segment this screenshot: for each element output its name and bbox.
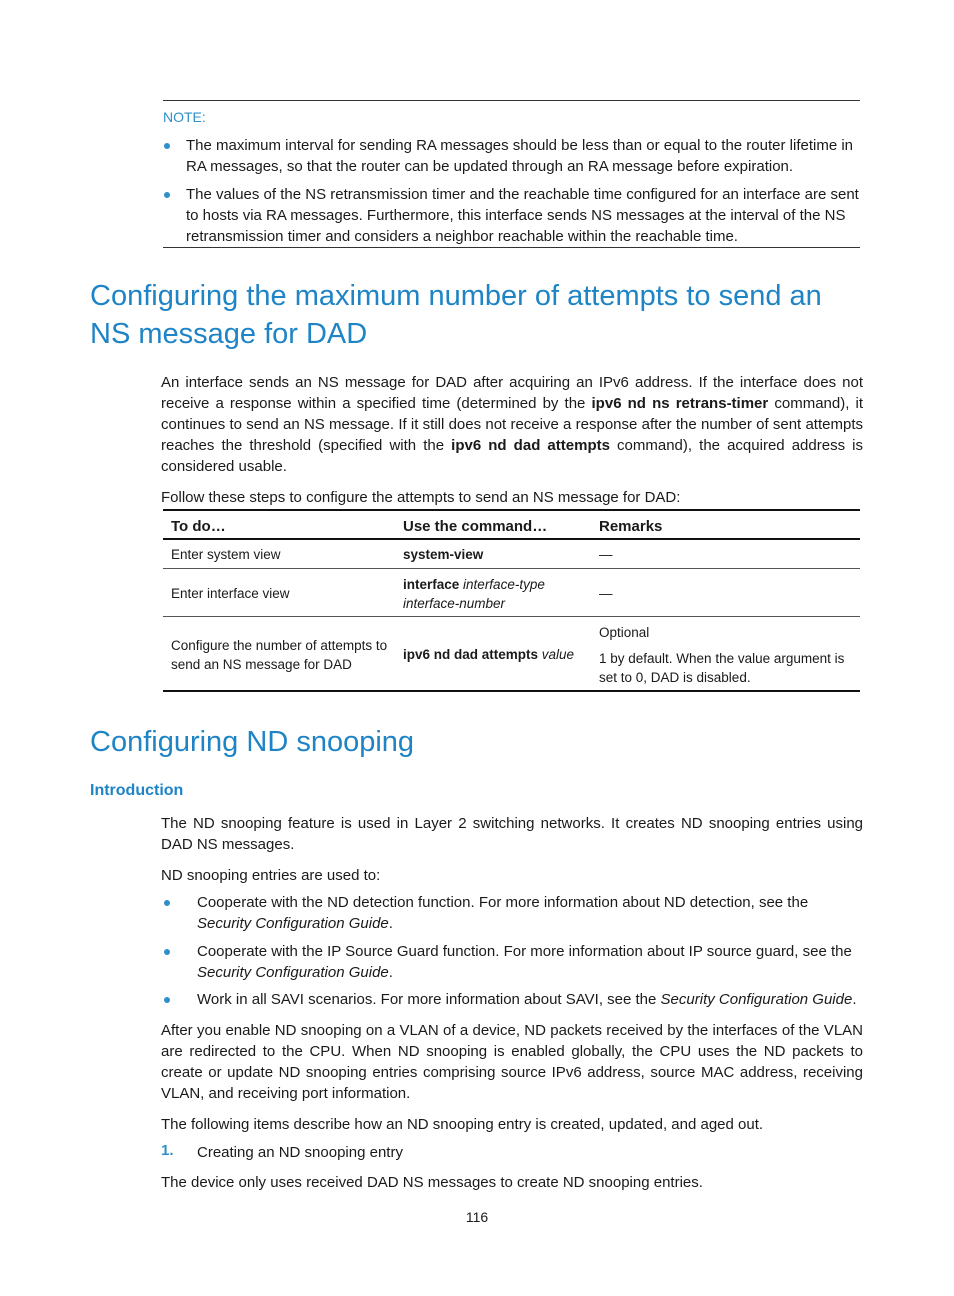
table-header-command: Use the command… <box>403 518 548 535</box>
list-item <box>197 941 867 983</box>
table-top-rule <box>163 509 860 511</box>
guide-reference: Security Configuration Guide <box>660 991 853 1008</box>
items-paragraph: The following items describe how an ND snooping entry is created, updated, and aged out. <box>161 1116 764 1133</box>
note-label: NOTE: <box>163 109 206 125</box>
note-bottom-rule <box>163 247 860 248</box>
text-run: . <box>852 991 857 1008</box>
command-argument: value <box>541 647 575 662</box>
table-cell-todo: Enter system view <box>171 547 281 562</box>
table-cell-command <box>403 645 574 664</box>
bullet-icon <box>164 192 170 198</box>
note-top-rule <box>163 100 860 101</box>
table-cell-todo: Enter interface view <box>171 586 290 601</box>
command-ref: ipv6 nd dad attempts <box>451 437 610 454</box>
note-item: The maximum interval for sending RA messages should be less than or equal to the router lifetime in RA messages, so that the router can be updated through an RA message before expiration. <box>186 137 854 175</box>
table-cell-remarks-detail: 1 by default. When the value argument is set to 0, DAD is disabled. <box>599 651 845 685</box>
list-item <box>197 989 867 1010</box>
text-run: Cooperate with the ND detection function. For more information about ND detection, see the <box>197 894 809 911</box>
text-run: . <box>388 964 393 981</box>
table-header-rule <box>163 538 860 540</box>
command-keyword: ipv6 nd dad attempts <box>403 647 539 662</box>
uses-paragraph: ND snooping entries are used to: <box>161 867 381 884</box>
section-heading-dad-attempts: Configuring the maximum number of attempts to send an NS message for DAD <box>90 280 822 350</box>
command-keyword: interface <box>403 577 460 592</box>
step-label: Creating an ND snooping entry <box>197 1144 403 1161</box>
text-run: Work in all SAVI scenarios. For more information about SAVI, see the <box>197 991 661 1008</box>
table-cell-remarks: — <box>599 547 613 562</box>
step-number: 1. <box>161 1142 174 1159</box>
intro-paragraph: The ND snooping feature is used in Layer 2 switching networks. It creates ND snooping entries using DAD NS messages. <box>161 815 863 853</box>
text-run: . <box>388 915 393 932</box>
table-cell-todo: Configure the number of attempts to send an NS message for DAD <box>171 638 388 672</box>
table-cell-remarks: — <box>599 586 613 601</box>
text-run: command), it continues to send an NS message. If it still does not receive a response after the number of sent attempts reaches the threshold (specified with the <box>161 395 864 454</box>
text-run: command), the acquired address is considered usable. <box>161 437 863 475</box>
list-item <box>197 892 863 934</box>
table-row-rule <box>163 616 860 617</box>
bullet-icon <box>164 949 170 955</box>
create-paragraph: The device only uses received DAD NS messages to create ND snooping entries. <box>161 1174 703 1191</box>
table-intro: Follow these steps to configure the attempts to send an NS message for DAD: <box>161 489 681 506</box>
page-number: 116 <box>465 1209 489 1225</box>
table-bottom-rule <box>163 690 860 692</box>
text-run: An interface sends an NS message for DAD after acquiring an IPv6 address. If the interface does not receive a response within a specified time (determined by the <box>161 374 863 412</box>
section-heading-nd-snooping: Configuring ND snooping <box>90 726 415 758</box>
guide-reference: Security Configuration Guide <box>197 915 389 932</box>
bullet-icon <box>164 997 170 1003</box>
subsection-heading-introduction: Introduction <box>90 782 184 799</box>
bullet-icon <box>164 143 170 149</box>
guide-reference: Security Configuration Guide <box>197 964 389 981</box>
table-header-remarks: Remarks <box>599 518 663 535</box>
command-ref: ipv6 nd ns retrans-timer <box>591 395 769 412</box>
redirect-paragraph: After you enable ND snooping on a VLAN of a device, ND packets received by the interfaces of the VLAN are redirected to the CPU. When ND snooping is enabled globally, the CPU uses the ND packets to create or update ND snooping entries comprising source IPv6 address, source MAC address, receiving VLAN, and receiving port information. <box>161 1022 863 1102</box>
table-cell-remarks: Optional <box>599 625 650 640</box>
table-header-todo: To do… <box>171 518 226 535</box>
command-argument: interface-type interface-number <box>403 577 545 611</box>
table-cell-command <box>403 575 583 613</box>
note-item: The values of the NS retransmission timer and the reachable time configured for an interface are sent to hosts via RA messages. Furthermore, this interface sends NS messages at the interval of the NS retransmission timer and considers a neighbor reachable within the reachable time. <box>186 186 859 245</box>
command-keyword: system-view <box>403 547 484 562</box>
bullet-icon <box>164 900 170 906</box>
table-row-rule <box>163 568 860 569</box>
dad-paragraph <box>161 372 863 477</box>
table-cell-command <box>403 545 483 564</box>
text-run: Cooperate with the IP Source Guard function. For more information about IP source guard, see the <box>197 943 852 960</box>
